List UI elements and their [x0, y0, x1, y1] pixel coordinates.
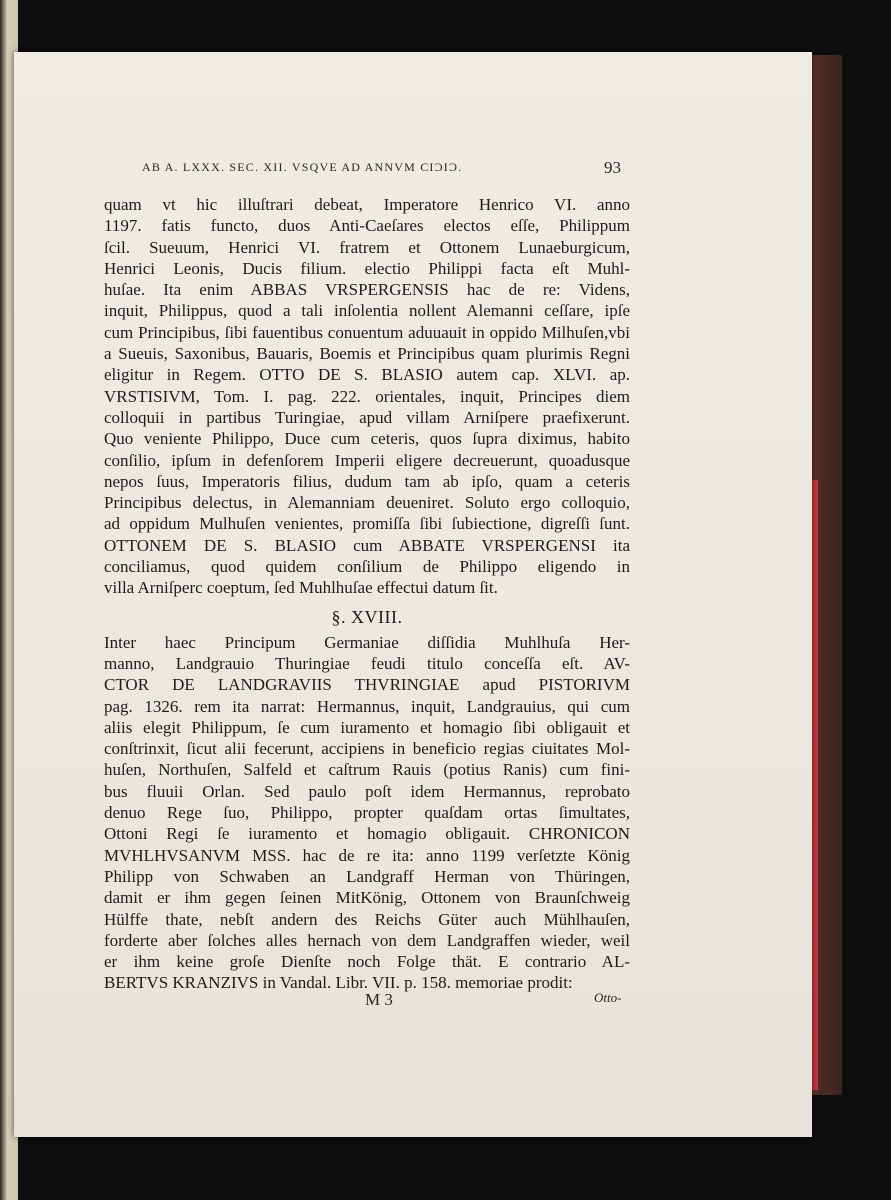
section-heading: §. XVIII.: [331, 606, 403, 627]
text-line: huſae. Ita enim ABBAS VRSPERGENSIS hac de re: Videns,: [104, 280, 630, 300]
text-line: CTOR DE LANDGRAVIIS THVRINGIAE apud PISTORIVM: [104, 675, 630, 695]
signature-mark: M 3: [365, 990, 393, 1009]
text-line: conciliamus, quod quidem conſilium de Philippo eligendo in: [104, 557, 630, 577]
text-line: conſilio, ipſum in defenſorem Imperii eligere decreuerunt, quoadusque: [104, 450, 630, 470]
text-line: eligitur in Regem. OTTO DE S. BLASIO autem cap. XLVI. ap.: [104, 365, 630, 385]
text-line: manno, Landgrauio Thuringiae feudi titulo conceſſa eſt. AV-: [104, 653, 630, 673]
text-line: bus fluuii Orlan. Sed paulo poſt idem Hermannus, reprobato: [104, 781, 630, 801]
text-line: MVHLHVSANVM MSS. hac de re ita: anno 1199 verſetzte König: [104, 845, 630, 865]
text-line: huſen, Northuſen, Salfeld et caſtrum Rauis (potius Ranis) cum fini-: [104, 760, 630, 780]
text-line: Inter haec Principum Germaniae diſſidia Muhlhuſa Her-: [104, 632, 630, 652]
text-line: damit er ihm gegen ſeinen MitKönig, Ottonem von Braunſchweig: [104, 888, 630, 908]
text-line: ſcil. Sueuum, Henrici VI. fratrem et Ottonem Lunaeburgicum,: [104, 237, 630, 257]
text-line: Principibus delectus, in Alemanniam deueniret. Soluto ergo colloquio,: [104, 493, 630, 513]
text-line: Philipp von Schwaben an Landgraff Herman von Thüringen,: [104, 866, 630, 886]
text-line: Henrici Leonis, Ducis filium. electio Philippi facta eſt Muhl-: [104, 258, 630, 278]
text-line: inquit, Philippus, quod a tali inſolentia nollent Alemanni ceſſare, ipſe: [104, 301, 630, 321]
text-line: nepos ſuus, Imperatoris filius, dudum tam ab ipſo, quam a ceteris: [104, 471, 630, 491]
text-line: denuo Rege ſuo, Philippo, propter quaſdam ortas ſimultates,: [104, 803, 630, 823]
paragraph-1: [104, 194, 630, 599]
text-line: OTTONEM DE S. BLASIO cum ABBATE VRSPERGENSI ita: [104, 535, 630, 555]
text-line: conſtrinxit, ſicut alii fecerunt, accipiens in beneficio regias ciuitates Mol-: [104, 739, 630, 759]
text-line: Ottoni Regi ſe iuramento et homagio obligauit. CHRONICON: [104, 824, 630, 844]
text-line: villa Arniſperc coeptum, ſed Muhlhuſae effectui datum ſit.: [104, 578, 498, 598]
text-line: BERTVS KRANZIVS in Vandal. Libr. VII. p. 158. memoriae prodit:: [104, 973, 573, 993]
text-line: quam vt hic illuſtrari debeat, Imperatore Henrico VI. anno: [104, 195, 630, 214]
text-line: forderte aber ſolches alles hernach von dem Landgraffen wieder, weil: [104, 930, 630, 950]
paragraph-2: [104, 632, 630, 994]
text-line: ad oppidum Mulhuſen venientes, promiſſa ſibi ſubiectione, digreſſi ſunt.: [104, 514, 630, 534]
text-line: cum Principibus, ſibi fauentibus conuentum aduuauit in oppido Milhuſen,vbi: [104, 322, 630, 342]
text-line: VRSTISIVM, Tom. I. pag. 222. orientales, inquit, Principes diem: [104, 386, 630, 406]
main-text: [104, 194, 630, 994]
text-line: Quo veniente Philippo, Duce cum ceteris, quos ſupra diximus, habito: [104, 429, 630, 449]
text-line: colloquii in partibus Turingiae, apud villam Arniſpere praefixerunt.: [104, 407, 630, 427]
page-number: 93: [604, 158, 621, 177]
running-head: AB A. LXXX. SEC. XII. VSQVE AD ANNVM CIƆIƆ.: [142, 160, 463, 174]
catchword: Otto-: [594, 990, 622, 1005]
text-line: aliis elegit Philippum, ſe cum iuramento et homagio ſibi obligauit et: [104, 717, 630, 737]
text-line: Hülffe thate, nebſt andern des Reichs Güter auch Mühlhauſen,: [104, 909, 630, 929]
text-line: pag. 1326. rem ita narrat: Hermannus, inquit, Landgrauius, qui cum: [104, 696, 630, 716]
text-line: a Sueuis, Saxonibus, Bauaris, Boemis et Principibus quam plurimis Regni: [104, 344, 630, 364]
text-line: 1197. fatis functo, duos Anti-Caeſares electos eſſe, Philippum: [104, 216, 630, 236]
text-line: er ihm keine groſe Dienſte noch Folge thät. E contrario AL-: [104, 952, 630, 972]
